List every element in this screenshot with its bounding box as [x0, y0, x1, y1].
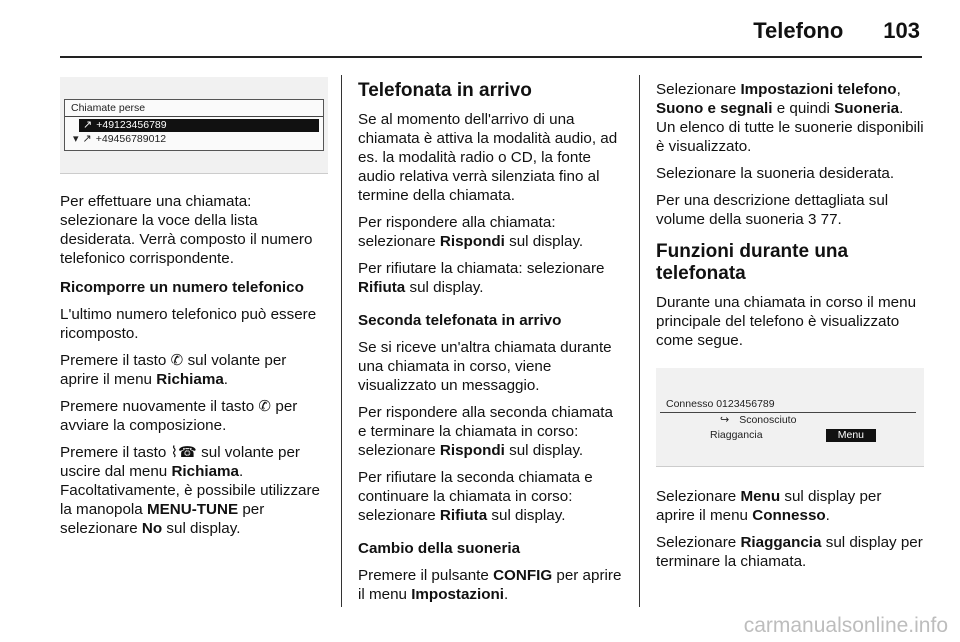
paragraph: Se al momento dell'arrivo di una chiamata è attiva la modalità audio, ad es. la modalità radio o CD, la fonte audio relativa verrà silenziata fino al termine della chiamata. — [358, 111, 618, 204]
subheading: Seconda telefonata in arrivo — [358, 312, 562, 329]
missed-calls-screen-figure — [60, 77, 328, 174]
watermark: carmanualsonline.info — [743, 614, 948, 637]
header-rule — [60, 56, 922, 58]
paragraph: Premere il tasto ✆ sul volante per aprire il menu Richiama. — [60, 352, 287, 388]
paragraph: Selezionare la suoneria desiderata. — [656, 165, 895, 182]
caller-row — [660, 413, 916, 427]
paragraph: Per effettuare una chiamata: selezionare la voce della lista desiderata. Verrà composto il numero telefonico corrispondente. — [60, 193, 313, 267]
paragraph: L'ultimo numero telefonico può essere ricomposto. — [60, 306, 317, 342]
caller-name: Sconosciuto — [739, 414, 797, 426]
paragraph: Per rifiutare la chiamata: selezionare Rifiuta sul display. — [358, 260, 605, 296]
paragraph: Premere il tasto ⌇☎ sul volante per uscire dal menu Richiama. Facoltativamente, è possibile utilizzare la manopola MENU-TUNE per selezionare No sul display. — [60, 444, 320, 537]
phone-icon: ✆ — [258, 398, 272, 415]
paragraph: Selezionare Riaggancia sul display per terminare la chiamata. — [656, 534, 923, 570]
paragraph: Selezionare Menu sul display per aprire il menu Connesso. — [656, 488, 882, 524]
incoming-call-icon: ↪ — [720, 414, 730, 426]
list-item — [69, 133, 319, 146]
phone-number: +49456789012 — [95, 133, 167, 145]
paragraph: Per rispondere alla seconda chiamata e terminare la chiamata in corso: selezionare Rispondi sul display. — [358, 404, 613, 459]
paragraph: Per rifiutare la seconda chiamata e continuare la chiamata in corso: selezionare Rifiuta sul display. — [358, 469, 593, 524]
menu-option: Menu — [826, 429, 876, 442]
heading: Telefonata in arrivo — [358, 80, 532, 101]
section-title: Telefono — [753, 18, 844, 43]
voice-hangup-icon: ⌇☎ — [170, 444, 197, 461]
missed-calls-display — [64, 99, 324, 151]
page-reference: 3 77. — [807, 211, 842, 228]
connected-call-screen-figure — [656, 368, 924, 467]
paragraph: Per rispondere alla chiamata: selezionare Rispondi sul display. — [358, 214, 584, 250]
action-row — [660, 427, 916, 442]
paragraph: Selezionare Impostazioni telefono, Suono e segnali e quindi Suoneria. Un elenco di tutte le suonerie disponibili è visualizzato. — [656, 81, 924, 155]
missed-call-icon: ↗ — [82, 133, 92, 145]
subheading: Ricomporre un numero telefonico — [60, 279, 304, 296]
paragraph: Per una descrizione dettagliata sul volume della suoneria 3 77. — [656, 192, 889, 228]
column-1 — [60, 80, 328, 546]
paragraph: Premere nuovamente il tasto ✆ per avviare la composizione. — [60, 398, 298, 434]
hangup-option: Riaggancia — [710, 429, 763, 441]
phone-number: +49123456789 — [96, 119, 167, 131]
display-title: Connesso 0123456789 — [660, 396, 916, 413]
subheading: Cambio della suoneria — [358, 540, 521, 557]
column-3 — [656, 80, 924, 579]
phone-icon: ✆ — [170, 352, 184, 369]
column-divider — [341, 75, 342, 607]
page-header — [753, 18, 920, 44]
list-item — [79, 119, 319, 132]
chevron-down-icon: ▾ — [73, 133, 79, 145]
paragraph: Premere il pulsante CONFIG per aprire il menu Impostazioni. — [358, 567, 622, 603]
heading: Funzioni durante una telefonata — [656, 241, 849, 284]
column-divider — [639, 75, 640, 607]
column-2 — [358, 80, 624, 612]
page-number: 103 — [883, 18, 920, 43]
connected-call-display — [660, 396, 916, 444]
paragraph: Durante una chiamata in corso il menu principale del telefono è visualizzato come segue. — [656, 294, 917, 349]
paragraph: Se si riceve un'altra chiamata durante una chiamata in corso, viene visualizzato un messaggio. — [358, 339, 612, 394]
missed-call-icon: ↗ — [83, 119, 93, 131]
display-title: Chiamate perse — [65, 100, 323, 117]
